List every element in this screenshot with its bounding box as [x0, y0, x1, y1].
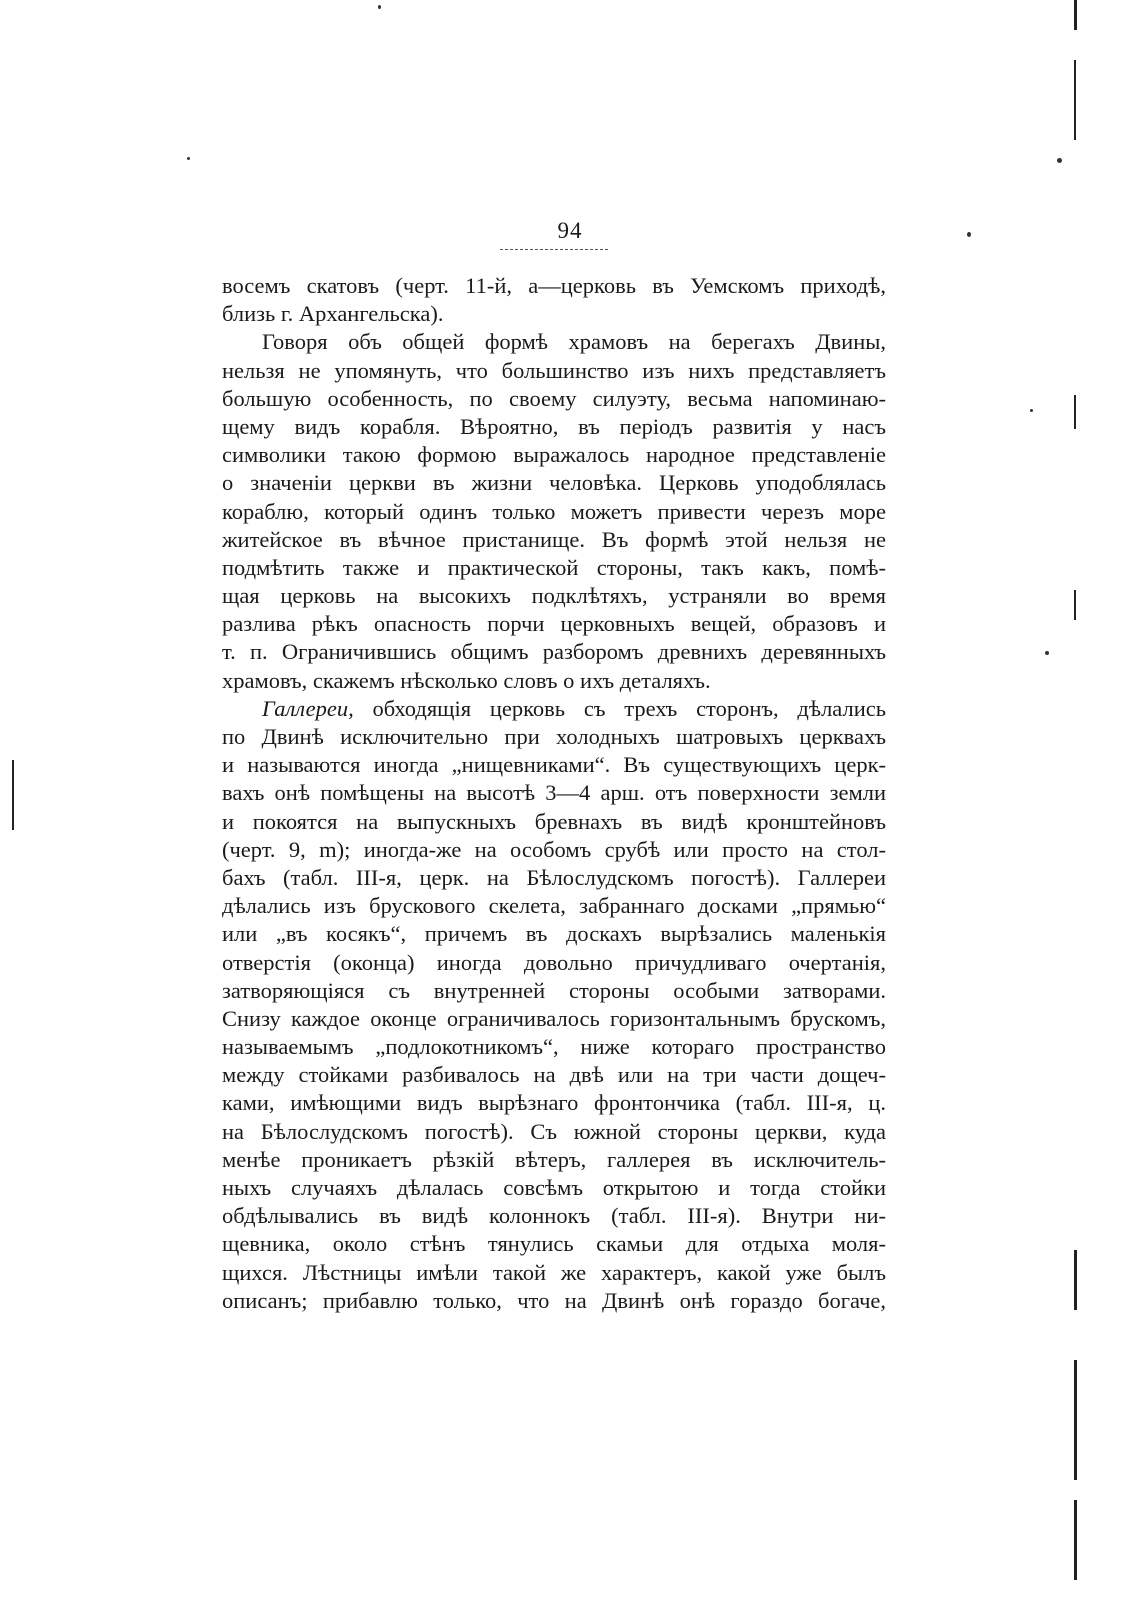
- text-line: и покоятся на выпускныхъ бревнахъ въ видѣ кронштейновъ: [222, 808, 886, 834]
- text-line: между стойками разбивалось на двѣ или на три части дощеч-: [222, 1062, 886, 1088]
- text-run: обходящія церковь съ трехъ сторонъ, дѣлались: [372, 695, 886, 721]
- text-line: отверстія (оконца) иногда довольно причудливаго очертанія,: [222, 949, 886, 975]
- scan-speck: [187, 157, 190, 160]
- text-line: или „въ косякъ“, причемъ въ доскахъ вырѣзались маленькія: [222, 921, 886, 947]
- text-line: менѣе проникаетъ рѣзкій вѣтеръ, галлерея въ исключитель-: [222, 1146, 886, 1172]
- text-line: (черт. 9, m); иногда-же на особомъ срубѣ или просто на стол-: [222, 836, 886, 862]
- text-line: затворяющіяся съ внутренней стороны особыми затворами.: [222, 977, 886, 1003]
- text-line: вахъ онѣ помѣщены на высотѣ 3—4 арш. отъ поверхности земли: [222, 780, 886, 806]
- scan-edge-line: [1074, 1360, 1077, 1480]
- text-line: обдѣлывались въ видѣ колоннокъ (табл. III-я). Внутри ни-: [222, 1203, 886, 1229]
- text-line: подмѣтить также и практической стороны, такъ какъ, помѣ-: [222, 554, 886, 580]
- page-number-rule: [500, 249, 608, 250]
- text-line: щихся. Лѣстницы имѣли такой же характеръ, какой уже былъ: [222, 1259, 886, 1285]
- text-line: житейское въ вѣчное пристанище. Въ формѣ этой нельзя не: [222, 526, 886, 552]
- scan-edge-line: [1074, 1250, 1077, 1310]
- scan-speck: [1045, 651, 1049, 655]
- scan-edge-line: [1074, 60, 1076, 140]
- scan-speck: [378, 5, 381, 9]
- text-line: Снизу каждое оконце ограничивалось горизонтальнымъ брускомъ,: [222, 1005, 886, 1031]
- scan-speck: [1057, 158, 1062, 163]
- text-line: храмовъ, скажемъ нѣсколько словъ о ихъ деталяхъ.: [222, 667, 711, 693]
- text-line: ками, имѣющими видъ вырѣзнаго фронтончика (табл. III-я, ц.: [222, 1090, 886, 1116]
- body-text: [222, 272, 886, 1315]
- text-line: разлива рѣкъ опасность порчи церковныхъ вещей, образовъ и: [222, 611, 886, 637]
- scan-edge-line: [1074, 395, 1076, 429]
- text-line: на Бѣлослудскомъ погостѣ). Съ южной стороны церкви, куда: [222, 1118, 886, 1144]
- text-line: о значеніи церкви въ жизни человѣка. Церковь уподоблялась: [222, 470, 886, 496]
- text-line: Говоря объ общей формѣ храмовъ на берегахъ Двины,: [262, 329, 886, 355]
- scan-speck: [967, 232, 971, 237]
- text-line: дѣлались изъ брускового скелета, забраннаго досками „прямью“: [222, 893, 886, 919]
- text-line: восемъ скатовъ (черт. 11-й, a—церковь въ Уемскомъ приходѣ,: [222, 273, 886, 298]
- page-number: 94: [557, 218, 583, 243]
- scan-edge-line: [1074, 1500, 1077, 1580]
- text-line: большую особенность, по своему силуэту, весьма напоминаю-: [222, 385, 886, 411]
- scan-speck: [1030, 409, 1033, 412]
- text-line: называемымъ „подлокотникомъ“, ниже котораго пространство: [222, 1034, 886, 1060]
- text-line: щевника, около стѣнъ тянулись скамьи для отдыха моля-: [222, 1231, 886, 1257]
- text-line: [222, 695, 886, 723]
- text-line: и называются иногда „нищевниками“. Въ существующихъ церк-: [222, 752, 886, 778]
- scan-edge-line: [1074, 0, 1077, 30]
- text-line: бахъ (табл. III-я, церк. на Бѣлослудскомъ погостѣ). Галлереи: [222, 864, 886, 890]
- text-line: щая церковь на высокихъ подклѣтяхъ, устраняли во время: [222, 583, 886, 609]
- scan-edge-line: [1074, 590, 1076, 620]
- text-line: т. п. Ограничившись общимъ разборомъ древнихъ деревянныхъ: [222, 639, 886, 665]
- term-galleries: Галлереи,: [262, 695, 354, 721]
- text-line: кораблю, который одинъ только можетъ привести черезъ море: [222, 498, 886, 524]
- text-line: щему видъ корабля. Вѣроятно, въ періодъ развитія у насъ: [222, 413, 886, 439]
- text-line: нельзя не упомянуть, что большинство изъ нихъ представляетъ: [222, 357, 886, 383]
- text-line: близь г. Архангельска).: [222, 301, 444, 327]
- scan-edge-line: [12, 760, 14, 830]
- text-line: символики такою формою выражалось народное представленіе: [222, 442, 886, 468]
- text-line: описанъ; прибавлю только, что на Двинѣ онѣ гораздо богаче,: [222, 1287, 886, 1313]
- text-line: ныхъ случаяхъ дѣлалась совсѣмъ открытою и тогда стойки: [222, 1175, 886, 1200]
- text-line: по Двинѣ исключительно при холодныхъ шатровыхъ церквахъ: [222, 724, 886, 749]
